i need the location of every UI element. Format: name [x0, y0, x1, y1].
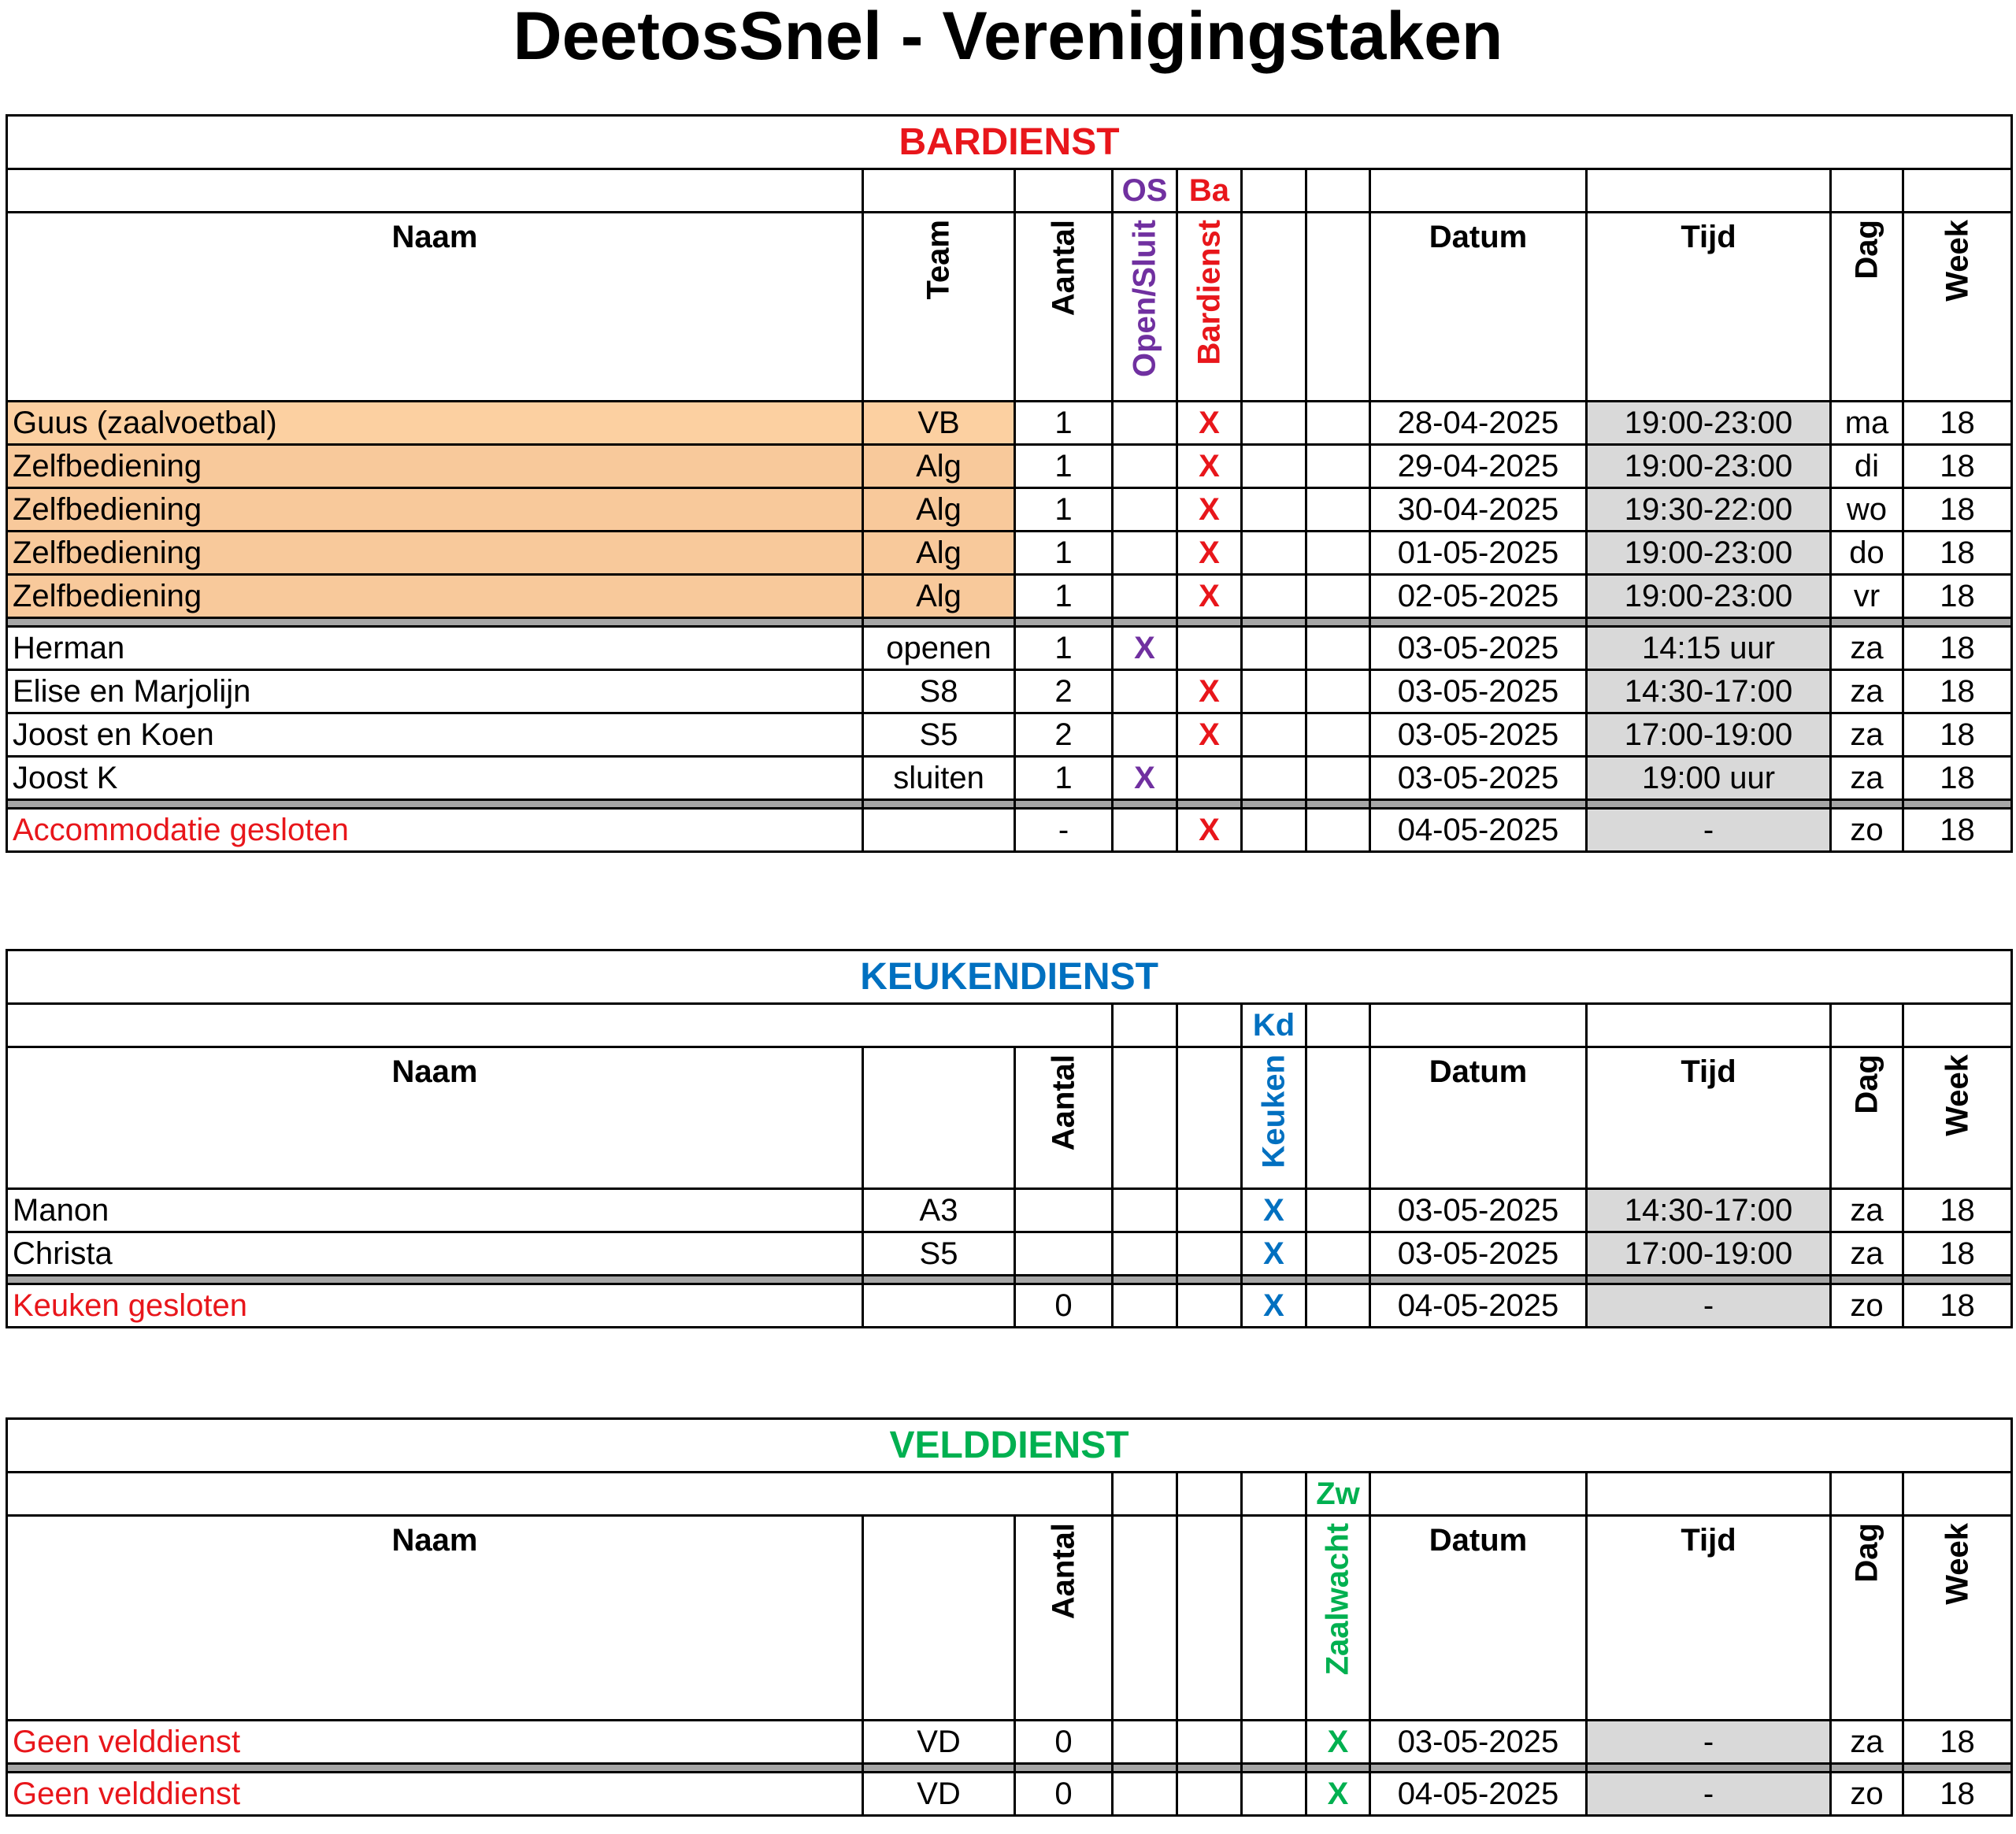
cell-empty	[1306, 757, 1370, 800]
cell-bardienst	[1177, 627, 1242, 670]
cell-naam: Zelfbediening	[7, 575, 863, 618]
header-aantal: Aantal	[1046, 1054, 1080, 1151]
cell-team: openen	[863, 627, 1015, 670]
bardienst-table	[6, 114, 2013, 853]
cell-empty	[1306, 402, 1370, 445]
cell-week: 18	[1903, 488, 2012, 532]
table-row	[7, 809, 2012, 852]
cell-aantal: 1	[1015, 532, 1113, 575]
cell-team	[863, 809, 1015, 852]
cell-dag: za	[1831, 670, 1903, 713]
cell-empty	[1242, 627, 1306, 670]
cell-week: 18	[1903, 757, 2012, 800]
cell-empty	[1242, 445, 1306, 488]
cell-dag: vr	[1831, 575, 1903, 618]
cell-datum: 02-05-2025	[1370, 575, 1587, 618]
cell-naam: Zelfbediening	[7, 488, 863, 532]
velddienst-table	[6, 1417, 2013, 1817]
header-zaalwacht: Zaalwacht	[1320, 1523, 1355, 1676]
header-naam: Naam	[7, 1516, 863, 1721]
header-dag: Dag	[1849, 220, 1884, 280]
header-aantal: Aantal	[1046, 1523, 1080, 1620]
table-row	[7, 1189, 2012, 1232]
cell-datum: 30-04-2025	[1370, 488, 1587, 532]
cell-empty	[1113, 1189, 1177, 1232]
cell-bardienst: X	[1177, 809, 1242, 852]
cell-empty	[1242, 809, 1306, 852]
cell-dag: di	[1831, 445, 1903, 488]
cell-datum: 03-05-2025	[1370, 1189, 1587, 1232]
cell-naam: Christa	[7, 1232, 863, 1276]
cell-empty	[1177, 1284, 1242, 1328]
cell-bardienst: X	[1177, 532, 1242, 575]
cell-bardienst: X	[1177, 670, 1242, 713]
header-team: Team	[921, 220, 956, 300]
cell-aantal: 0	[1015, 1284, 1113, 1328]
cell-datum: 01-05-2025	[1370, 532, 1587, 575]
cell-naam: Herman	[7, 627, 863, 670]
cell-bardienst: X	[1177, 488, 1242, 532]
cell-team: sluiten	[863, 757, 1015, 800]
separator-row	[7, 618, 2012, 627]
cell-empty	[1242, 713, 1306, 757]
cell-tijd: 19:00 uur	[1587, 757, 1831, 800]
cell-keuken: X	[1242, 1284, 1306, 1328]
cell-naam: Guus (zaalvoetbal)	[7, 402, 863, 445]
cell-tijd: 14:30-17:00	[1587, 1189, 1831, 1232]
cell-week: 18	[1903, 809, 2012, 852]
cell-tijd: 19:00-23:00	[1587, 445, 1831, 488]
header-week: Week	[1940, 1054, 1975, 1136]
cell-tijd: 14:30-17:00	[1587, 670, 1831, 713]
cell-week: 18	[1903, 1232, 2012, 1276]
cell-datum: 28-04-2025	[1370, 402, 1587, 445]
section-title-keukendienst: KEUKENDIENST	[7, 950, 2012, 1004]
cell-tijd: 14:15 uur	[1587, 627, 1831, 670]
table-row	[7, 445, 2012, 488]
cell-empty	[1113, 1773, 1177, 1816]
cell-aantal: 2	[1015, 670, 1113, 713]
cell-empty	[1306, 1284, 1370, 1328]
cell-empty	[1177, 1721, 1242, 1764]
cell-dag: zo	[1831, 1773, 1903, 1816]
table-row	[7, 575, 2012, 618]
header-aantal: Aantal	[1046, 220, 1080, 317]
cell-aantal	[1015, 1189, 1113, 1232]
cell-dag: ma	[1831, 402, 1903, 445]
table-row	[7, 402, 2012, 445]
cell-tijd: -	[1587, 809, 1831, 852]
cell-empty	[1242, 670, 1306, 713]
cell-datum: 03-05-2025	[1370, 713, 1587, 757]
cell-keuken: X	[1242, 1189, 1306, 1232]
cell-open-sluit	[1113, 445, 1177, 488]
cell-team: VD	[863, 1721, 1015, 1764]
cell-aantal: 1	[1015, 402, 1113, 445]
cell-dag: do	[1831, 532, 1903, 575]
cell-aantal: 1	[1015, 757, 1113, 800]
cell-tijd: -	[1587, 1773, 1831, 1816]
cell-datum: 04-05-2025	[1370, 1284, 1587, 1328]
cell-dag: za	[1831, 627, 1903, 670]
table-row	[7, 532, 2012, 575]
cell-tijd: 17:00-19:00	[1587, 1232, 1831, 1276]
cell-naam: Accommodatie gesloten	[7, 809, 863, 852]
cell-week: 18	[1903, 670, 2012, 713]
header-dag: Dag	[1849, 1523, 1884, 1583]
code-zw: Zw	[1306, 1473, 1370, 1516]
cell-empty	[1113, 1232, 1177, 1276]
cell-dag: za	[1831, 1232, 1903, 1276]
cell-naam: Zelfbediening	[7, 532, 863, 575]
cell-empty	[1306, 575, 1370, 618]
cell-aantal: 0	[1015, 1721, 1113, 1764]
cell-dag: za	[1831, 1189, 1903, 1232]
cell-datum: 04-05-2025	[1370, 809, 1587, 852]
cell-aantal	[1015, 1232, 1113, 1276]
cell-bardienst	[1177, 757, 1242, 800]
separator-row	[7, 1276, 2012, 1284]
cell-tijd: 19:00-23:00	[1587, 575, 1831, 618]
table-row	[7, 1773, 2012, 1816]
cell-team: VD	[863, 1773, 1015, 1816]
cell-empty	[1242, 402, 1306, 445]
cell-open-sluit	[1113, 809, 1177, 852]
cell-zaalwacht: X	[1306, 1773, 1370, 1816]
page-title: DeetosSnel - Verenigingstaken	[513, 0, 1503, 74]
separator-row	[7, 1764, 2012, 1773]
cell-empty	[1306, 809, 1370, 852]
cell-tijd: 19:00-23:00	[1587, 532, 1831, 575]
cell-empty	[1242, 1773, 1306, 1816]
cell-bardienst: X	[1177, 445, 1242, 488]
cell-open-sluit	[1113, 532, 1177, 575]
cell-empty	[1113, 1284, 1177, 1328]
section-title-velddienst: VELDDIENST	[7, 1419, 2012, 1473]
cell-datum: 29-04-2025	[1370, 445, 1587, 488]
cell-empty	[1242, 488, 1306, 532]
cell-bardienst: X	[1177, 402, 1242, 445]
table-row	[7, 1284, 2012, 1328]
cell-empty	[1306, 1189, 1370, 1232]
cell-dag: za	[1831, 1721, 1903, 1764]
separator-row	[7, 800, 2012, 809]
cell-aantal: 1	[1015, 488, 1113, 532]
table-row	[7, 1232, 2012, 1276]
cell-empty	[1306, 532, 1370, 575]
cell-open-sluit	[1113, 575, 1177, 618]
cell-week: 18	[1903, 402, 2012, 445]
cell-keuken: X	[1242, 1232, 1306, 1276]
header-week: Week	[1940, 220, 1975, 302]
cell-week: 18	[1903, 1773, 2012, 1816]
cell-naam: Elise en Marjolijn	[7, 670, 863, 713]
cell-datum: 03-05-2025	[1370, 670, 1587, 713]
cell-zaalwacht: X	[1306, 1721, 1370, 1764]
cell-empty	[1113, 1721, 1177, 1764]
header-naam: Naam	[7, 213, 863, 402]
cell-empty	[1177, 1189, 1242, 1232]
header-bardienst: Bardienst	[1191, 220, 1226, 365]
header-tijd: Tijd	[1587, 213, 1831, 402]
cell-naam: Keuken gesloten	[7, 1284, 863, 1328]
cell-team: Alg	[863, 532, 1015, 575]
keukendienst-table	[6, 949, 2013, 1328]
cell-empty	[1242, 575, 1306, 618]
cell-week: 18	[1903, 575, 2012, 618]
cell-naam: Joost K	[7, 757, 863, 800]
cell-team: Alg	[863, 488, 1015, 532]
table-row	[7, 757, 2012, 800]
table-row	[7, 670, 2012, 713]
cell-aantal: 1	[1015, 575, 1113, 618]
cell-dag: wo	[1831, 488, 1903, 532]
cell-aantal: 1	[1015, 445, 1113, 488]
cell-tijd: -	[1587, 1721, 1831, 1764]
cell-empty	[1177, 1773, 1242, 1816]
cell-week: 18	[1903, 532, 2012, 575]
cell-dag: zo	[1831, 809, 1903, 852]
cell-datum: 03-05-2025	[1370, 757, 1587, 800]
cell-open-sluit: X	[1113, 627, 1177, 670]
table-row	[7, 627, 2012, 670]
header-tijd: Tijd	[1587, 1516, 1831, 1721]
cell-naam: Zelfbediening	[7, 445, 863, 488]
cell-week: 18	[1903, 627, 2012, 670]
cell-team: Alg	[863, 575, 1015, 618]
cell-team: S5	[863, 713, 1015, 757]
cell-empty	[1306, 445, 1370, 488]
cell-dag: za	[1831, 757, 1903, 800]
cell-aantal: 0	[1015, 1773, 1113, 1816]
cell-tijd: 19:30-22:00	[1587, 488, 1831, 532]
header-datum: Datum	[1370, 213, 1587, 402]
table-row	[7, 488, 2012, 532]
cell-naam: Joost en Koen	[7, 713, 863, 757]
cell-team: A3	[863, 1189, 1015, 1232]
cell-bardienst: X	[1177, 713, 1242, 757]
cell-tijd: 17:00-19:00	[1587, 713, 1831, 757]
cell-open-sluit: X	[1113, 757, 1177, 800]
cell-empty	[1306, 670, 1370, 713]
code-kd: Kd	[1242, 1004, 1306, 1047]
header-datum: Datum	[1370, 1047, 1587, 1189]
cell-tijd: -	[1587, 1284, 1831, 1328]
cell-week: 18	[1903, 1189, 2012, 1232]
section-title-bardienst: BARDIENST	[7, 116, 2012, 169]
cell-empty	[1242, 757, 1306, 800]
cell-aantal: -	[1015, 809, 1113, 852]
cell-week: 18	[1903, 445, 2012, 488]
header-open-sluit: Open/Sluit	[1127, 220, 1162, 377]
cell-empty	[1306, 627, 1370, 670]
cell-datum: 03-05-2025	[1370, 627, 1587, 670]
cell-naam: Manon	[7, 1189, 863, 1232]
cell-empty	[1242, 532, 1306, 575]
header-tijd: Tijd	[1587, 1047, 1831, 1189]
cell-aantal: 1	[1015, 627, 1113, 670]
cell-open-sluit	[1113, 670, 1177, 713]
code-os: OS	[1113, 169, 1177, 213]
cell-open-sluit	[1113, 713, 1177, 757]
cell-open-sluit	[1113, 402, 1177, 445]
cell-week: 18	[1903, 1284, 2012, 1328]
cell-team: VB	[863, 402, 1015, 445]
cell-team: S5	[863, 1232, 1015, 1276]
cell-datum: 03-05-2025	[1370, 1721, 1587, 1764]
cell-team: Alg	[863, 445, 1015, 488]
header-week: Week	[1940, 1523, 1975, 1605]
cell-open-sluit	[1113, 488, 1177, 532]
cell-team	[863, 1284, 1015, 1328]
cell-empty	[1306, 713, 1370, 757]
header-dag: Dag	[1849, 1054, 1884, 1114]
cell-bardienst: X	[1177, 575, 1242, 618]
cell-datum: 03-05-2025	[1370, 1232, 1587, 1276]
cell-team: S8	[863, 670, 1015, 713]
header-datum: Datum	[1370, 1516, 1587, 1721]
cell-aantal: 2	[1015, 713, 1113, 757]
cell-empty	[1306, 488, 1370, 532]
cell-naam: Geen velddienst	[7, 1773, 863, 1816]
header-naam: Naam	[7, 1047, 863, 1189]
header-keuken: Keuken	[1256, 1054, 1291, 1169]
table-row	[7, 1721, 2012, 1764]
cell-naam: Geen velddienst	[7, 1721, 863, 1764]
cell-empty	[1242, 1721, 1306, 1764]
table-row	[7, 713, 2012, 757]
cell-datum: 04-05-2025	[1370, 1773, 1587, 1816]
cell-empty	[1306, 1232, 1370, 1276]
cell-empty	[1177, 1232, 1242, 1276]
cell-dag: zo	[1831, 1284, 1903, 1328]
cell-week: 18	[1903, 713, 2012, 757]
cell-dag: za	[1831, 713, 1903, 757]
cell-tijd: 19:00-23:00	[1587, 402, 1831, 445]
code-ba: Ba	[1177, 169, 1242, 213]
cell-week: 18	[1903, 1721, 2012, 1764]
